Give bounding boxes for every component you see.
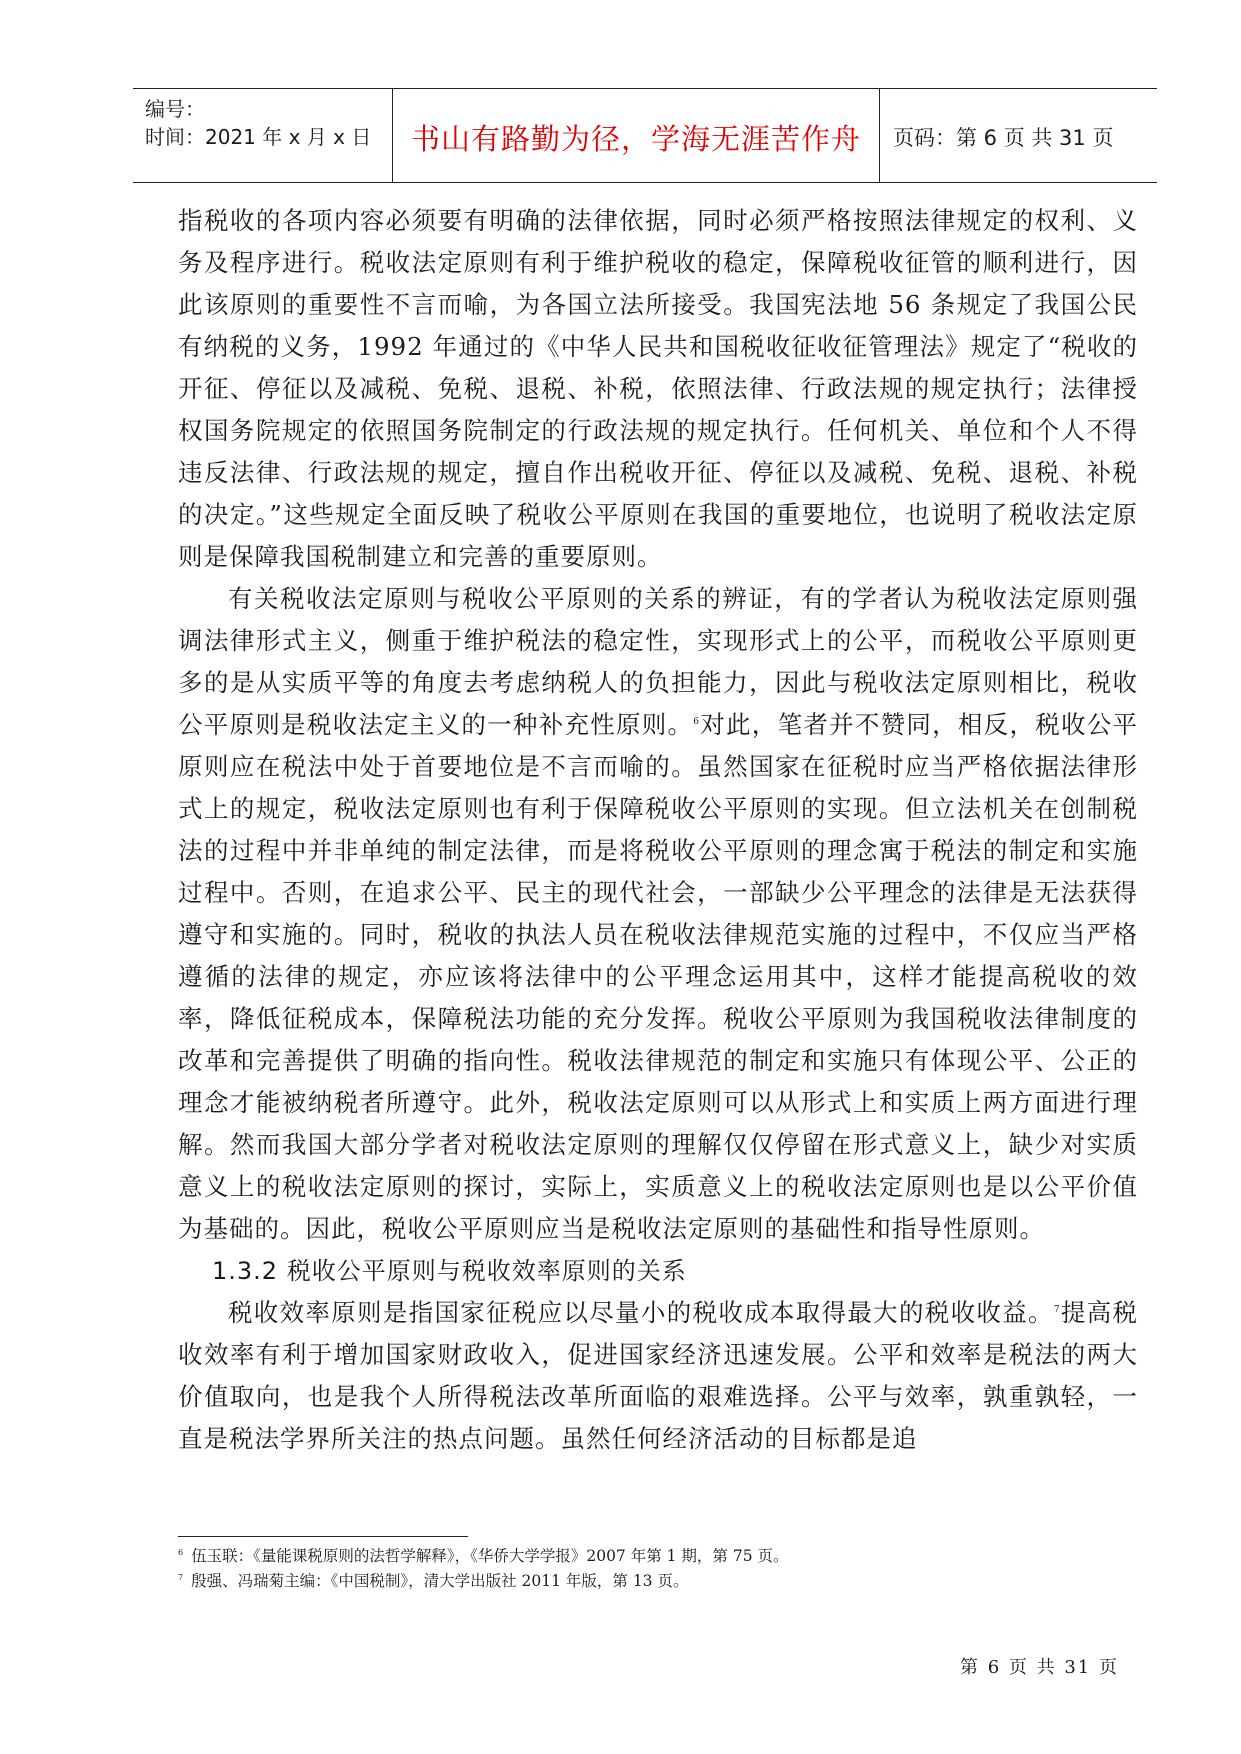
footnote-ref-6: 6	[693, 716, 701, 727]
footnote-7	[178, 1570, 688, 1592]
paragraph-3-part-b: 提高税收效率有利于增加国家财政收入，促进国家经济迅速发展。公平和效率是税法的两大价值取向，也是我个人所得税法改革所面临的艰难选择。公平与效率，孰重孰轻，一直是税法学界所关注的热点问题。虽然任何经济活动的目标都是追	[178, 1298, 1139, 1453]
paragraph-3	[178, 1292, 1138, 1460]
paragraph-1: 指税收的各项内容必须要有明确的法律依据，同时必须严格按照法律规定的权利、义务及程序进行。税收法定原则有利于维护税收的稳定，保障税收征管的顺利进行，因此该原则的重要性不言而喻，为各国立法所接受。我国宪法地 56 条规定了我国公民有纳税的义务，1992 年通过的《中华人民共和国税收征收征管理法》规定了“税收的开征、停征以及减税、免税、退税、补税，依照法律、行政法规的规定执行；法律授权国务院规定的依照国务院制定的行政法规的规定执行。任何机关、单位和个人不得违反法律、行政法规的规定，擅自作出税收开征、停征以及减税、免税、退税、补税的决定。”这些规定全面反映了税收公平原则在我国的重要地位，也说明了税收法定原则是保障我国税制建立和完善的重要原则。	[178, 206, 1138, 571]
paragraph-3-part-a: 税收效率原则是指国家征税应以尽量小的税收成本取得最大的税收收益。	[228, 1298, 1054, 1327]
footnote-text: 殷强、冯瑞菊主编：《中国税制》，清大学出版社 2011 年版，第 13 页。	[191, 1572, 689, 1590]
header-motto-cell	[392, 89, 880, 182]
header-page-cell	[879, 89, 1157, 182]
footnote-text: 伍玉联：《量能课税原则的法哲学解释》，《华侨大学学报》2007 年第 1 期，第 75 页。	[191, 1547, 789, 1565]
section-heading: 1.3.2 税收公平原则与税收效率原则的关系	[212, 1257, 687, 1285]
time-label: 时间：2021 年 x 月 x 日	[145, 125, 372, 149]
page-code: 页码：第 6 页 共 31 页	[893, 126, 1114, 150]
footnote-mark: 7	[178, 1572, 184, 1582]
number-label: 编号：	[145, 97, 205, 121]
footnote-divider	[178, 1536, 468, 1537]
page-footer: 第 6 页 共 31 页	[960, 1657, 1119, 1678]
document-header	[133, 88, 1157, 183]
motto: 书山有路勤为径，学海无涯苦作舟	[410, 122, 861, 156]
paragraph-2	[178, 578, 1138, 1250]
footnote-mark: 6	[178, 1547, 184, 1557]
paragraph-2-part-b: 对此，笔者并不赞同，相反，税收公平原则应在税法中处于首要地位是不言而喻的。虽然国家在征税时应当严格依据法律形式上的规定，税收法定原则也有利于保障税收公平原则的实现。但立法机关在创制税法的过程中并非单纯的制定法律，而是将税收公平原则的理念寓于税法的制定和实施过程中。否则，在追求公平、民主的现代社会，一部缺少公平理念的法律是无法获得遵守和实施的。同时，税收的执法人员在税收法律规范实施的过程中，不仅应当严格遵循的法律的规定，亦应该将法律中的公平理念运用其中，这样才能提高税收的效率，降低征税成本，保障税法功能的充分发挥。税收公平原则为我国税收法律制度的改革和完善提供了明确的指向性。税收法律规范的制定和实施只有体现公平、公正的理念才能被纳税者所遵守。此外，税收法定原则可以从形式上和实质上两方面进行理解。然而我国大部分学者对税收法定原则的理解仅仅停留在形式意义上，缺少对实质意义上的税收法定原则的探讨，实际上，实质意义上的税收法定原则也是以公平价值为基础的。因此，税收公平原则应当是税收法定原则的基础性和指导性原则。	[178, 710, 1139, 1243]
footnote-ref-7: 7	[1053, 1304, 1061, 1315]
document-body	[178, 200, 1138, 1460]
paragraph-2-part-a: 有关税收法定原则与税收公平原则的关系的辨证，有的学者认为税收法定原则强调法律形式主义，侧重于维护税法的稳定性，实现形式上的公平，而税收公平原则更多的是从实质平等的角度去考虑纳税人的负担能力，因此与税收法定原则相比，税收公平原则是税收法定主义的一种补充性原则。	[178, 584, 1138, 739]
footnote-6	[178, 1545, 789, 1567]
header-meta-cell	[133, 89, 392, 182]
